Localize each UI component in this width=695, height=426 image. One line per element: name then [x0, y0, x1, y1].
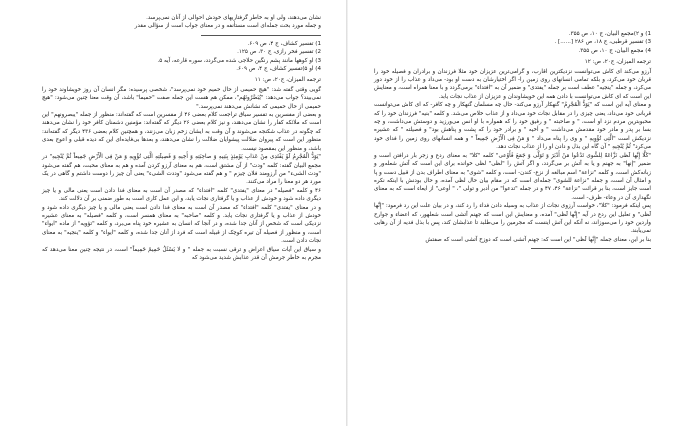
footnote-2: 3) تفسیر قرطبی، ج ۱۸، ص ۲۸۶ [......] .: [554, 39, 651, 46]
paragraph: گویی وقتی گفته شد: "هیچ حمیمی از حال حمیم خود نمی‌پرسد"، شخصی پرسیده: مگر انسان آن روز خویشاوند خود را نمی‌بیند؟ جواب می‌دهد: "یُبَصَّرُونَهُم"، ممکن هم هست این جمله صفت "حمیما" باشد، آن وقت معنا چنین می‌شود: "هیچ حمیمی از حال حمیمی که نشانش می‌دهند نمی‌پرسد.": [42, 86, 321, 110]
paragraph: پس اینکه فرمود: "کلا"، خواست آرزوی نجات از عذاب به وسیله دادن فداء را رد کند، و در بیان علت این رد فرمود: "إِنَّها لَظی" و تعلیل این ردع در آیه "إِنَّها لَظی" آمده، و معنایش این است که جهنم آتشی است شعلهور، که اعضاء و جوارح واردین خود را می‌سوزاند، نه آنکه این آتش اینست که مجرمین را می‌طلبد تا عذابشان کند، پس با بذل فدیه از آن رهایی نمی‌یابند.: [374, 203, 651, 235]
paragraph: "کَلَّا إِنَّها لَظی نَزَّاعَةً لِلشَّوی تَدْعُوا مَنْ أَدْبَرَ وَ تَوَلَّی وَ جَمَعَ فَأَوْعی" کلمه "کلا" به معنای ردع و زجر بار درافتن است و ضمیر "إنها" به جهنم و یا به آتش بر می‌گردد، و اگر آتش را "لظی" لظی خوانده برای این است که آتش شعله‌ور و زبانه‌کش است، و کلمه "نزاعة" اسم مبالغه از نزع- کندن- است، و کلمه "شوی" به معنای اطراف بدن از قبیل دست و پا و امثال آن است، و جمله "نزاعة للشوی" جمله‌ای است که در مقام بیان حال لظی آمده، و حال بودنش با اینکه نکره است جایز است، بنا بر قرائت "نزاعة" ۴۶، ۴۷ و در جمله "تدعوا" من أدبر و تولی "، " أوعی" از ایعاء است که به معنای نگهداری آن در وعاء- ظرف- است.: [374, 152, 651, 201]
bottom-separator: [531, 248, 651, 249]
paragraph: آرزو می‌کند ای کاش می‌توانست نزدیکترین اقارب، و گرامی‌ترین عزیزان خود مثلا فرزندان و برادران و فصیله خود را قربان خود می‌کرد، و بلکه تمامی انسانهای روی زمین را- اگر اختیارشان به دست او بود- می‌داد و عذاب را از خود دور می‌کرد، و جمله "ینجیه" عطف است بر جمله "یفتدی" و ضمیر آن به "افتداء" برمی‌گردد و با معنا همراه است، و معنایش این است که ای کاش می‌توانست با دادن همه این خویشاوندان و عزیزان از عذاب نجات یابد.: [374, 68, 651, 100]
top-line-2: و جمله مورد بحث جمله‌ای است مستأنفه و در معنای جواب است از سؤالی مقدر: [134, 23, 321, 30]
footnote-3: 3) او کوهها مانند پشم رنگین حلاجی شده می‌گردد، سوره قارعه، آیه ۵.: [157, 57, 321, 64]
paragraph: ۴۶ و کلمه "فصیله" در معنای "یفتدی" کلمه "افتداء" که مصدر آن است به معنای فدا دادن است یعنی مالی و یا چیز دیگری داده شود و خودش از عذاب و یا گرفتاری نجات یابد، و این عمل کاری است به طور ضمنی بر آن دلالت کند.: [42, 187, 321, 203]
footnote-separator: [201, 35, 321, 36]
right-page: [348, 0, 695, 426]
footnote-3: 4) مجمع البیان، ج ۱۰، ص ۳۵۵.: [578, 47, 651, 54]
footnote-1: 1) تفسیر کشاف، ج ۴، ص ۶۰۹.: [247, 40, 321, 47]
left-page: [0, 0, 347, 426]
paragraph: "یَوَدُّ الْمُجْرِمُ لَوْ یَفْتَدِی مِنْ عَذابِ یَوْمِئِذٍ بِبَنِیهِ وَ صاحِبَتِهِ وَ أَخِیهِ وَ فَصِیلَتِهِ الَّتِی تُؤْوِیهِ وَ مَنْ فِی الْأَرْضِ جَمِیعاً ثُمَّ یُنْجِیهِ" در مجمع البیان گفته: کلمه "ودت" از آن مشتق است، هم به معنای آرزو کردن آمده و هم به معنای محبت، هم گفته می‌شود "ودت الشی‌ء" من آرزومند فلان چیزم " و هم گفته می‌شود "وددت الشی‌ء" یعنی آن چیز را دوست داشتم و گاهی در یک مورد هر دو معنا را مراد می‌کنند.: [42, 154, 321, 186]
paragraph: و معنای آیه این است که "یَوَدُّ الْمُجْرِمُ" گنهکار آرزو می‌کند- حال چه مسلمان گنهکار و چه کافر- که ای کاش می‌توانست قربانی خود می‌داد، یعنی چیزی را در مقابل نجات خود می‌داد و از عذاب خلاص می‌شد. و کلمه "بنیه" فرزندان خود را که محبوبترین مردم نزد او است، " و صاحبته " و رفیق خود را که همواره با او انس می‌ورزید و دوستش می‌داشت، و چه بسا بر پدر و مادر خود مقدمش می‌داشت " و أخیه " و برادر خود را که پشت و پناهش بود" و فصیلته " که عشیره نزدیکش است "الَّتِی تُؤْوِیهِ " و وی را پناه می‌داد " وَ مَنْ فِی الْأَرْضِ جَمِیعاً " و همه انسانهای روی زمین را فدای خود می‌کرد" ثُمَّ یُنْجِیهِ " آن گاه این بذل و دادن او را از عذاب نجات دهد.: [374, 102, 651, 151]
paragraph: بنا بر این، معنای جمله "إِنَّها لَظی" این است که: جهنم آتشی است که دوزخ آتشی است که صفتش: [425, 236, 651, 243]
footnote-4: 4) او ۵)تفسیر کشاف، ج ۴، ص ۶۰۹.: [236, 66, 321, 73]
paragraph: و بعضی از مفسرین به تفسیر سیاق تراجعت کلام بعضی ۴۶ از مفسرین است که گفته‌اند: منظور از جمله "یبصرونهم" این است که ملائکه کفار را نشان می‌دهند، و نیز کلام بعضی ۲۶ دیگر که گفته‌اند: مؤمنین دشمنان کافر خود را نشان می‌دهند که چگونه در عذاب شکنجه می‌شوند و آن وقت به ایشان زخم زبان می‌زنند، و همچنین کلام بعضی ۴۳۶ دیگر که گفته‌اند: منظور این است که پیروان ضلالت پیشوایان ضلالت را نشان می‌دهند، و بعدها بی‌فایده‌ای این که دیده قبلی و اعوج بعدی باشد، و منظور این بمقصود نیست.: [42, 112, 321, 152]
paragraph: و در معنای "یفتدی" کلمه "افتداء" که مصدر آن است به معنای فدا دادن است یعنی مالی و یا چیز دیگری داده شود و خودش از عذاب و یا گرفتاری نجات یابد. و کلمه "صاحبه" به معنای همسر است، و کلمه "فصیله" به معنای عشیره نزدیکی است که شخص از آنان جدا شده، و در آنجا که انسان به عشیره خود پناه می‌برد، و کلمه "تؤویه" از ماده "ایواء" است، و منظور از فصیله آن تیره کوچک از قبیله است که فرد از آنان جدا شده، و کلمه "ایواء" و کلمه "ینجیه" به معنای نجات دادن است.: [42, 204, 321, 245]
translation-page-title: ترجمه المیزان، ج۲۰، ص: ۱۲: [584, 59, 651, 66]
footnote-2: 2) تفسیر فخر رازی، ج ۳۰، ص ۱۲۵.: [237, 49, 321, 56]
paragraph: و سیاق این آیات سیاق اعراض و ترقی نسبت به جمله " و لا یَسْئَلُ حَمِیمٌ حَمِیماً" است، در نتیجه چنین معنا می‌دهد که مجرم به خاطر جرمش آن قدر عذابش شدید می‌شود که: [42, 246, 321, 261]
top-line-1: نشان می‌دهند، ولی او به خاطر گرفتاریهای خودش احوالی از آنان نمی‌پرسد.: [146, 15, 321, 21]
translation-page-title: ترجمه المیزان، ج۲۰، ص: ۱۱: [254, 77, 321, 84]
footnote-1: 1) و ۲)مجمع البیان، ج ۱۰، ص ۳۵۵.: [568, 31, 651, 37]
